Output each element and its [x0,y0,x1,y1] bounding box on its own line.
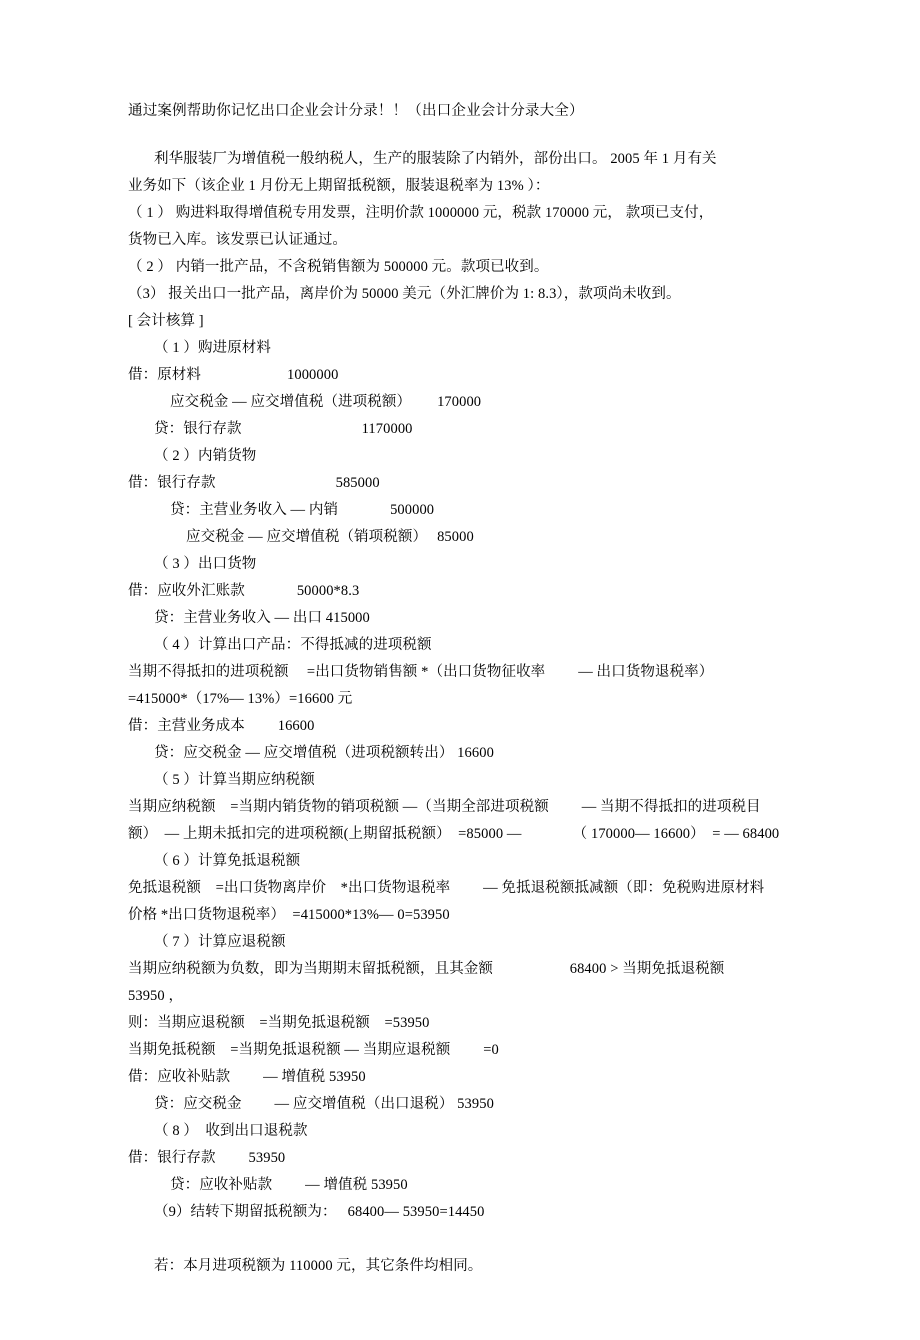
intro-line-3 [128,200,792,227]
intro-line-6 [128,281,792,308]
entry-line: 额） — 上期未抵扣完的进项税额(上期留抵税额） =85000 — （ 170000— 16600） = — 68400 [128,826,780,842]
spacer [128,1226,792,1253]
section-label: [ 会计核算 ] [128,313,204,329]
intro-line-2 [128,173,792,200]
entry-line: 当期应纳税额为负数，即为当期期末留抵税额，且其金额 68400 > 当期免抵退税额 53950 ， [128,961,758,1004]
entry-line: 借：应收外汇账款 50000*8.3 [128,583,360,599]
intro-text-1: 利华服装厂为增值税一般纳税人，生产的服装除了内销外，部份出口。 2005 年 1 月有关 [154,151,717,167]
intro-text-3: （ 1 ） 购进料取得增值税专用发票，注明价款 1000000 元，税款 170000 元， 款项已支付， [128,205,714,221]
entry-line: 贷：应交税金 — 应交增值税（出口退税） 53950 [154,1096,494,1112]
entry-line: =415000*（17%— 13%）=16600 元 [128,691,353,707]
entry-line: 贷：主营业务收入 — 内销 500000 [170,502,435,518]
entry-line: （ 1 ）购进原材料 [154,340,271,356]
entry-line: （ 6 ）计算免抵退税额 [154,853,301,869]
intro-line-1 [128,146,792,173]
entry-line: （ 5 ）计算当期应纳税额 [154,772,315,788]
entry-line: 应交税金 — 应交增值税（销项税额） 85000 [186,529,474,545]
closing-line: 若：本月进项税额为 110000 元，其它条件均相同。 [154,1258,483,1274]
entry-line: 当期免抵税额 =当期免抵退税额 — 当期应退税额 =0 [128,1042,499,1058]
entry-line: 贷：应收补贴款 — 增值税 53950 [170,1177,408,1193]
entry-line: （ 7 ）计算应退税额 [154,934,286,950]
page-title: 通过案例帮助你记忆出口企业会计分录！！（出口企业会计分录大全） [128,103,584,119]
entry-line: 贷：银行存款 1170000 [154,421,413,437]
entry-line: 借：应收补贴款 — 增值税 53950 [128,1069,366,1085]
entry-line: 当期应纳税额 =当期内销货物的销项税额 —（当期全部进项税额 — 当期不得抵扣的进项税目 [128,799,761,815]
entry-line: 价格 *出口货物退税率） =415000*13%— 0=53950 [128,907,450,923]
entry-line: 借：主营业务成本 16600 [128,718,315,734]
entry-line: （9）结转下期留抵税额为： 68400— 53950=14450 [154,1204,485,1220]
entry-line: （ 4 ）计算出口产品：不得抵减的进项税额 [154,637,432,653]
entry-line: 借：银行存款 585000 [128,475,380,491]
entry-line: 免抵退税额 =出口货物离岸价 *出口货物退税率 — 免抵退税额抵减额（即：免税购进原材料 [128,880,765,896]
accounting-entries-list [128,335,792,1226]
intro-line-4 [128,227,792,254]
entry-line: 贷：应交税金 — 应交增值税（进项税额转出） 16600 [154,745,494,761]
intro-text-2: 业务如下（该企业 1 月份无上期留抵税额，服装退税率为 13% ）： [128,178,550,194]
entry-line: （ 3 ）出口货物 [154,556,257,572]
intro-text-6: （3） 报关出口一批产品，离岸价为 50000 美元（外汇牌价为 1: 8.3），款项尚未收到。 [128,286,681,302]
entry-line: 应交税金 — 应交增值税（进项税额） 170000 [170,394,482,410]
entry-line: 借：原材料 1000000 [128,367,339,383]
entry-line: 借：银行存款 53950 [128,1150,286,1166]
entry-line: （ 8 ） 收到出口退税款 [154,1123,308,1139]
intro-text-4: 货物已入库。该发票已认证通过。 [128,232,347,248]
entry-line: 贷：主营业务收入 — 出口 415000 [154,610,370,626]
entry-line: 则：当期应退税额 =当期免抵退税额 =53950 [128,1015,430,1031]
intro-text-5: （ 2 ） 内销一批产品，不含税销售额为 500000 元。款项已收到。 [128,259,549,275]
entry-line: （ 2 ）内销货物 [154,448,257,464]
intro-line-5 [128,254,792,281]
entry-line: 当期不得抵扣的进项税额 =出口货物销售额 *（出口货物征收率 — 出口货物退税率） [128,664,714,680]
